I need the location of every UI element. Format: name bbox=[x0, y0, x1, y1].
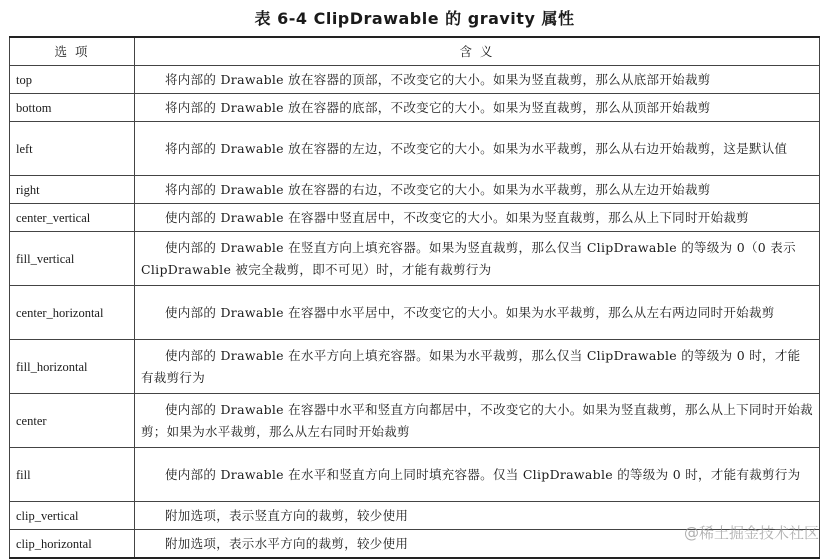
header-option: 选 项 bbox=[10, 37, 135, 66]
option-cell: clip_horizontal bbox=[10, 530, 135, 559]
meaning-cell: 使内部的 Drawable 在容器中水平居中，不改变它的大小。如果为水平裁剪，那么从左右两边同时开始裁剪 bbox=[135, 286, 820, 340]
watermark: @稀土掘金技术社区 bbox=[683, 524, 819, 542]
meaning-cell: 使内部的 Drawable 在竖直方向上填充容器。如果为竖直裁剪，那么仅当 ClipDrawable 的等级为 0（0 表示 ClipDrawable 被完全裁剪，即不可见）时，才能有裁剪行为 bbox=[135, 232, 820, 286]
option-cell: clip_vertical bbox=[10, 502, 135, 530]
table-row bbox=[10, 394, 820, 448]
gravity-table bbox=[9, 36, 820, 559]
option-cell: fill_horizontal bbox=[10, 340, 135, 394]
option-cell: center bbox=[10, 394, 135, 448]
table-row bbox=[10, 122, 820, 176]
table-row bbox=[10, 340, 820, 394]
table-row bbox=[10, 448, 820, 502]
meaning-cell: 将内部的 Drawable 放在容器的左边，不改变它的大小。如果为水平裁剪，那么从右边开始裁剪，这是默认值 bbox=[135, 122, 820, 176]
meaning-cell: 附加选项，表示水平方向的裁剪，较少使用 bbox=[135, 530, 820, 559]
option-cell: center_horizontal bbox=[10, 286, 135, 340]
option-cell: center_vertical bbox=[10, 204, 135, 232]
meaning-cell: 将内部的 Drawable 放在容器的顶部，不改变它的大小。如果为竖直裁剪，那么从底部开始裁剪 bbox=[135, 66, 820, 94]
option-cell: fill_vertical bbox=[10, 232, 135, 286]
table-row bbox=[10, 204, 820, 232]
meaning-cell: 使内部的 Drawable 在容器中水平和竖直方向都居中，不改变它的大小。如果为竖直裁剪，那么从上下同时开始裁剪；如果为水平裁剪，那么从左右同时开始裁剪 bbox=[135, 394, 820, 448]
header-meaning: 含 义 bbox=[135, 37, 820, 66]
option-cell: bottom bbox=[10, 94, 135, 122]
option-cell: top bbox=[10, 66, 135, 94]
meaning-cell: 附加选项，表示竖直方向的裁剪，较少使用 bbox=[135, 502, 820, 530]
meaning-cell: 使内部的 Drawable 在水平和竖直方向上同时填充容器。仅当 ClipDrawable 的等级为 0 时，才能有裁剪行为 bbox=[135, 448, 820, 502]
table-row bbox=[10, 286, 820, 340]
table-header-row bbox=[10, 37, 820, 66]
table-caption: 表 6-4 ClipDrawable 的 gravity 属性 bbox=[254, 9, 575, 28]
table-row bbox=[10, 176, 820, 204]
meaning-cell: 将内部的 Drawable 放在容器的右边，不改变它的大小。如果为水平裁剪，那么从左边开始裁剪 bbox=[135, 176, 820, 204]
meaning-cell: 使内部的 Drawable 在水平方向上填充容器。如果为水平裁剪，那么仅当 ClipDrawable 的等级为 0 时，才能有裁剪行为 bbox=[135, 340, 820, 394]
meaning-cell: 将内部的 Drawable 放在容器的底部，不改变它的大小。如果为竖直裁剪，那么从顶部开始裁剪 bbox=[135, 94, 820, 122]
table-row bbox=[10, 232, 820, 286]
meaning-cell: 使内部的 Drawable 在容器中竖直居中，不改变它的大小。如果为竖直裁剪，那么从上下同时开始裁剪 bbox=[135, 204, 820, 232]
option-cell: right bbox=[10, 176, 135, 204]
option-cell: left bbox=[10, 122, 135, 176]
table-row bbox=[10, 94, 820, 122]
option-cell: fill bbox=[10, 448, 135, 502]
table-row bbox=[10, 66, 820, 94]
